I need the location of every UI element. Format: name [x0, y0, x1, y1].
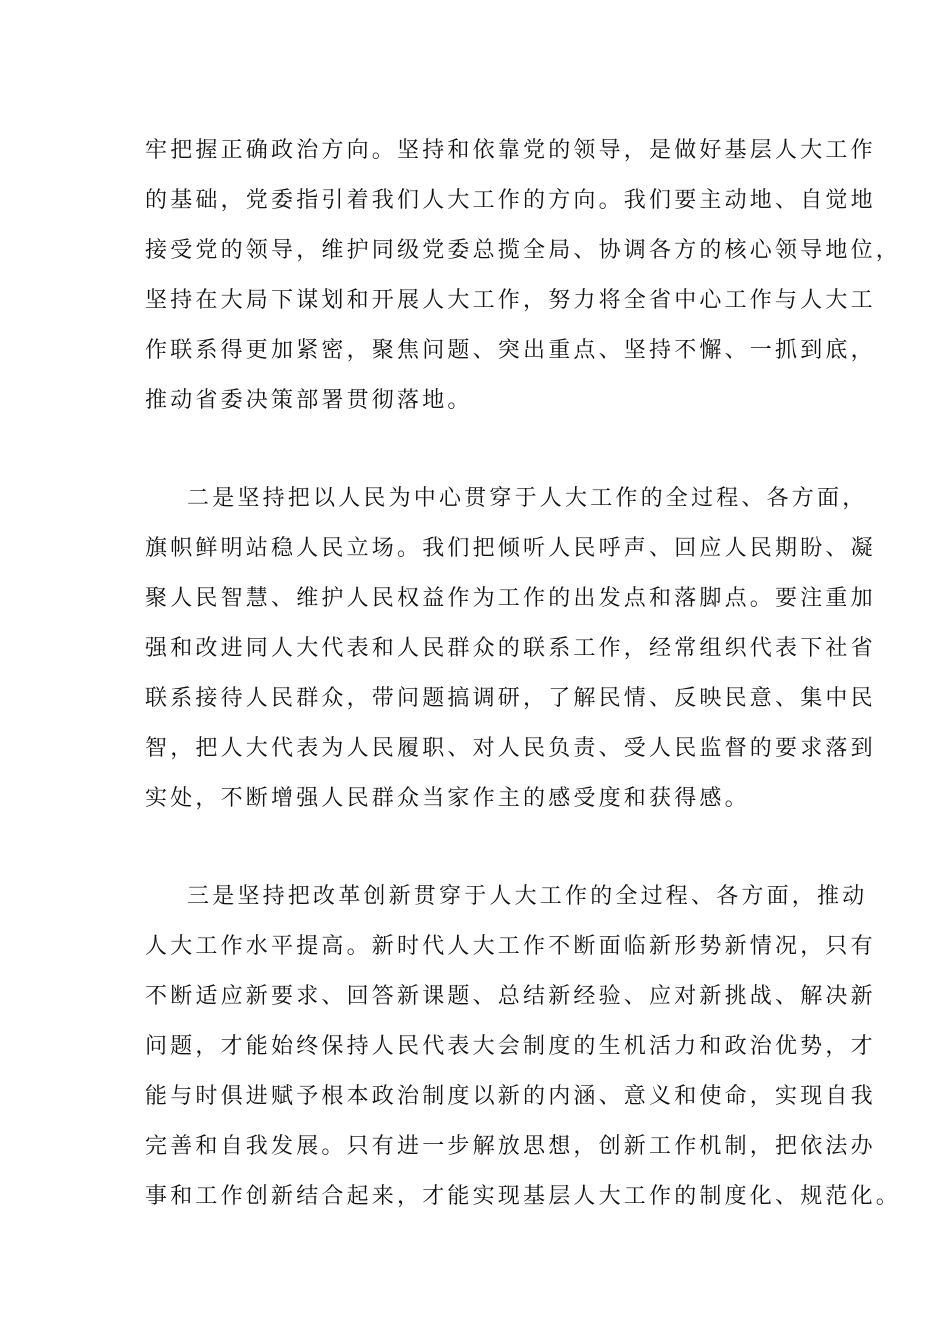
text-line: 牢把握正确政治方向。坚持和依靠党的领导，是做好基层人大工作 — [145, 138, 876, 163]
text-line: 不断适应新要求、回答新课题、总结新经验、应对新挑战、解决新 — [145, 984, 876, 1009]
paragraph-party-leadership — [145, 126, 902, 426]
paragraph-reform-innovation — [145, 872, 902, 1222]
text-line: 智，把人大代表为人民履职、对人民负责、受人民监督的要求落到 — [145, 736, 876, 761]
text-line: 实处，不断增强人民群众当家作主的感受度和获得感。 — [145, 786, 750, 811]
text-line: 推动省委决策部署贯彻落地。 — [145, 388, 473, 413]
text-line: 的基础，党委指引着我们人大工作的方向。我们要主动地、自觉地 — [145, 188, 876, 213]
text-line: 能与时俱进赋予根本政治制度以新的内涵、意义和使命，实现自我 — [145, 1084, 876, 1109]
text-line: 旗帜鲜明站稳人民立场。我们把倾听人民呼声、回应人民期盼、凝 — [145, 536, 876, 561]
text-line: 三是坚持把改革创新贯穿于人大工作的全过程、各方面，推动 — [187, 884, 868, 909]
text-line: 接受党的领导，维护同级党委总揽全局、协调各方的核心领导地位， — [145, 238, 902, 263]
text-line: 作联系得更加紧密，聚焦问题、突出重点、坚持不懈、一抓到底， — [145, 338, 876, 363]
text-line: 坚持在大局下谋划和开展人大工作，努力将全省中心工作与人大工 — [145, 288, 876, 313]
text-line: 事和工作创新结合起来，才能实现基层人大工作的制度化、规范化。 — [145, 1184, 902, 1209]
text-line: 聚人民智慧、维护人民权益作为工作的出发点和落脚点。要注重加 — [145, 586, 876, 611]
text-line: 强和改进同人大代表和人民群众的联系工作，经常组织代表下社省 — [145, 636, 876, 661]
paragraph-people-centered — [145, 474, 876, 824]
text-line: 问题，才能始终保持人民代表大会制度的生机活力和政治优势，才 — [145, 1034, 876, 1059]
text-line: 完善和自我发展。只有进一步解放思想，创新工作机制，把依法办 — [145, 1134, 876, 1159]
text-line: 二是坚持把以人民为中心贯穿于人大工作的全过程、各方面， — [187, 486, 868, 511]
text-line: 联系接待人民群众，带问题搞调研，了解民情、反映民意、集中民 — [145, 686, 876, 711]
text-line: 人大工作水平提高。新时代人大工作不断面临新形势新情况，只有 — [145, 934, 876, 959]
